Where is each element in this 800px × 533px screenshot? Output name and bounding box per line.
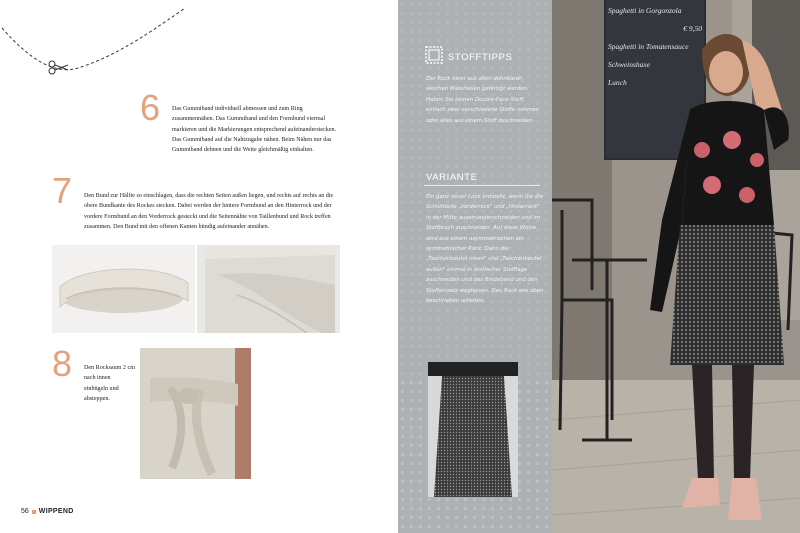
model-photo (552, 0, 800, 533)
page-number: 56 (21, 508, 29, 515)
stofftipps-text: Der Rock kann aus allen dehnbaren, weichen Materialien gefertigt werden. Haben Sie keinen Double-Face-Stoff, einfach zwei verschiedene Stoffe nehmen oder alles aus einem Stoff zuschneiden. (426, 76, 540, 124)
footer-square-icon (32, 510, 36, 514)
menu-line-2: € 9,50 (683, 24, 702, 33)
footer-brand: WIPPEND (38, 508, 74, 515)
step-text-6: Das Gummiband individuell abmessen und zum Ring zusammennähen. Das Gummiband und den Formbund viermal markieren und die Markierungen entsprechend aufeinanderstecken. Das Gummiband auf die Nahtzugabe nähen. Beim Nähen nur das Gummiband dehnen und die Weite gleichmäßig einhalten. (172, 106, 337, 154)
menu-line-1: Spaghetti in Gorgonzola (608, 6, 682, 15)
cut-line (0, 0, 200, 90)
photo-bow-detail (140, 348, 251, 479)
step-text-7: Den Bund zur Hälfte so einschlagen, dass die rechten Seiten außen liegen, und rechts auf rechts an die obere Bundkante des Rockes stecken. Dabei werden der hintere Formbund an den Hinterrock und der vordere Formbund an den Vorderrock gesteckt und die Seitennähte von Taillenbund und Rock treffen zusammen. Den Bund mit den offenen Kanten bündig aufeinander annähen. (84, 193, 334, 230)
variante-text: Ein ganz neuer Look entsteht, wenn Sie die Schnittteile „Vorderrock" und „Hinterrock" in der Mitte auseinanderschneiden und im Stoffbruch zuschneiden. Auf diese Weise wird aus einem asymmetrischen ein symmetrischer Rock. Dann die „Taschenbeutel innen" und „Taschenbeutel außen" einmal in dreifacher Stofflage zuschneiden und das Bindeband und den Stoffeinsatz weglassen. Den Rock wie oben beschrieben arbeiten. (426, 194, 544, 305)
photo-skirt-waistband (197, 245, 340, 333)
variante-rule (424, 185, 540, 186)
step-number-8: 8 (52, 343, 73, 384)
menu-line-4: Schweinshaxe (608, 60, 651, 69)
step-number-7: 7 (52, 170, 73, 211)
left-page (0, 0, 398, 533)
photo-elastic-waistband (52, 245, 195, 333)
page-footer (21, 508, 74, 515)
menu-line-3: Spaghetti in Tomatensauce (608, 42, 689, 51)
photo-skirt-variant (428, 362, 518, 497)
step-text-8: Den Rocksaum 2 cm nach innen einbügeln und absteppen. (84, 365, 135, 402)
sidebar-column (398, 0, 552, 533)
fabric-swatch-icon (424, 45, 444, 65)
menu-line-5: Lunch (608, 78, 627, 87)
scissors-icon (49, 61, 68, 74)
variante-title: VARIANTE (426, 172, 478, 183)
step-number-6: 6 (140, 87, 161, 128)
stofftipps-title: STOFFTIPPS (448, 52, 513, 63)
menu-board (608, 2, 702, 92)
